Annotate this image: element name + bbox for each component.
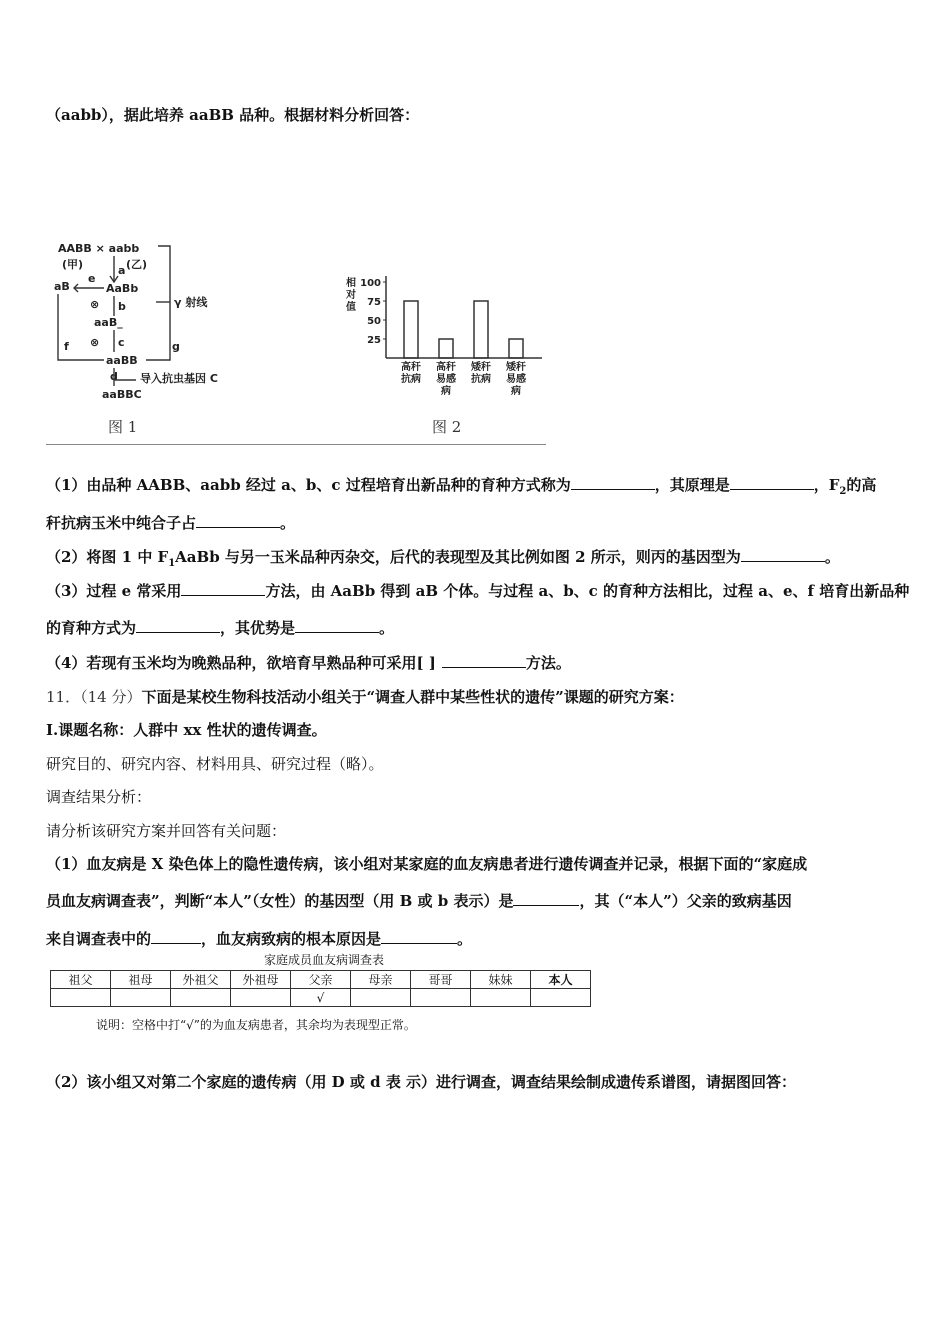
fig1-label-b: b bbox=[118, 300, 126, 313]
table-note: 说明：空格中打“√”的为血友病患者，其余均为表现型正常。 bbox=[96, 1018, 416, 1032]
fig2-category-label: 易感 bbox=[506, 374, 526, 385]
fig2-ylabel-1: 相 bbox=[346, 278, 356, 289]
fig1-label-e: e bbox=[88, 272, 96, 285]
fig2-bar bbox=[509, 339, 523, 358]
q11-title: I.课题名称：人群中 xx 性状的遗传调查。 bbox=[46, 721, 327, 739]
fig2-category-label: 矮秆 bbox=[471, 362, 491, 373]
fig2-y-tick-label: 25 bbox=[367, 335, 381, 346]
fig2-chart bbox=[360, 276, 542, 397]
figure-svg bbox=[46, 236, 546, 446]
fig1-aaBBC: aaBBC bbox=[102, 388, 142, 401]
table-header-cell: 本人 bbox=[531, 971, 591, 989]
fig1-aaBB: aaBB bbox=[106, 354, 138, 367]
table-header-cell: 外祖母 bbox=[231, 971, 291, 989]
fig2-bar bbox=[404, 301, 418, 358]
q10-part3-line1: （3）过程 e 常采用 方法，由 AaBb 得到 aB 个体。与过程 a、b、c 的育种方法相比，过程 a、e、f 培育出新品种 bbox=[46, 582, 910, 600]
q10-part2: （2）将图 1 中 $F_1AaBb$ 与另一玉米品种丙杂交，后代的表现型及其比例如图 2 所示，则丙的基因型为 。 bbox=[46, 548, 840, 569]
fig2-y-tick-label: 50 bbox=[367, 316, 381, 327]
fig1-gene: 导入抗虫基因 C bbox=[140, 372, 218, 385]
fig2-y-tick-label: 75 bbox=[367, 297, 381, 308]
fig2-category-label: 矮秆 bbox=[506, 362, 526, 373]
fig2-bar bbox=[439, 339, 453, 358]
fig1-label-a: a bbox=[118, 264, 126, 277]
fig1-cross: AABB × aabb bbox=[58, 242, 140, 255]
table-cell bbox=[51, 989, 111, 1007]
table-cell bbox=[531, 989, 591, 1007]
table-header-cell: 祖母 bbox=[111, 971, 171, 989]
fig1-label-g: g bbox=[172, 340, 180, 353]
q10-part1-line2: 秆抗病玉米中纯合子占 。 bbox=[46, 514, 296, 532]
fig1-label-d: d bbox=[110, 370, 118, 383]
fig2-category-label: 抗病 bbox=[471, 374, 491, 385]
table-header-cell: 祖父 bbox=[51, 971, 111, 989]
fig1-self1: ⊗ bbox=[90, 298, 100, 311]
table-row bbox=[51, 989, 591, 1007]
table-header-cell: 妹妹 bbox=[471, 971, 531, 989]
fig1-yi: (乙) bbox=[126, 258, 148, 271]
q11-header: 11．（14 分）下面是某校生物科技活动小组关于“调查人群中某些性状的遗传”课题的研究方案： bbox=[46, 688, 684, 706]
table-cell bbox=[411, 989, 471, 1007]
figure-area bbox=[46, 236, 546, 446]
table-cell bbox=[471, 989, 531, 1007]
table-header-cell: 哥哥 bbox=[411, 971, 471, 989]
table-cell bbox=[111, 989, 171, 1007]
fig2-category-label: 病 bbox=[511, 386, 521, 397]
fig2-category-label: 抗病 bbox=[401, 374, 421, 385]
fig2-category-label: 易感 bbox=[436, 374, 456, 385]
table-cell: √ bbox=[291, 989, 351, 1007]
table-cell bbox=[231, 989, 291, 1007]
fig1-caption: 图 1 bbox=[108, 418, 138, 436]
fig2-caption: 图 2 bbox=[432, 418, 462, 436]
table-header-cell: 父亲 bbox=[291, 971, 351, 989]
q11-part1-line1: （1）血友病是 X 染色体上的隐性遗传病，该小组对某家庭的血友病患者进行遗传调查并记录，根据下面的“家庭成 bbox=[46, 855, 808, 873]
fig2-category-label: 高秆 bbox=[401, 362, 421, 373]
table-cell bbox=[351, 989, 411, 1007]
q11-purpose: 研究目的、研究内容、材料用具、研究过程（略）。 bbox=[46, 755, 384, 773]
fig1-label-f: f bbox=[64, 340, 69, 353]
fig1-gamma: γ 射线 bbox=[174, 296, 208, 309]
question-number: 11．（14 分） bbox=[46, 688, 142, 706]
fig2-y-tick-label: 100 bbox=[360, 278, 381, 289]
fig1-aB: aB bbox=[54, 280, 70, 293]
table-cell bbox=[171, 989, 231, 1007]
fig2-ylabel-3: 值 bbox=[346, 302, 356, 313]
q10-part1-line1: （1）由品种 AABB、aabb 经过 a、b、c 过程培育出新品种的育种方式称为 ，其原理是 ，$F_2$的高 bbox=[46, 476, 877, 497]
q11-ask: 请分析该研究方案并回答有关问题： bbox=[46, 822, 287, 840]
fig1-aaB: aaB_ bbox=[94, 316, 123, 329]
intro-text: （aabb），据此培养 aaBB 品种。根据材料分析回答： bbox=[46, 106, 420, 124]
q11-part2: （2）该小组又对第二个家庭的遗传病（用 D 或 d 表 示）进行调查，调查结果绘制成遗传系谱图，请据图回答： bbox=[46, 1073, 797, 1091]
table-header-cell: 母亲 bbox=[351, 971, 411, 989]
fig2-category-label: 高秆 bbox=[436, 362, 456, 373]
q10-part3-line2: 的育种方式为 ，其优势是 。 bbox=[46, 619, 395, 637]
q11-part1-line3: 来自调查表中的 ，血友病致病的根本原因是 。 bbox=[46, 930, 473, 948]
fig1-self2: ⊗ bbox=[90, 336, 100, 349]
fig1-jia: (甲) bbox=[62, 258, 84, 271]
family-survey-table bbox=[50, 970, 591, 1007]
fig2-bar bbox=[474, 301, 488, 358]
table-header-row bbox=[51, 971, 591, 989]
fig1-label-c: c bbox=[118, 336, 125, 349]
figure-divider bbox=[46, 444, 546, 445]
table-header-cell: 外祖父 bbox=[171, 971, 231, 989]
q10-part4: （4）若现有玉米均为晚熟品种，欲培育早熟品种可采用[ ] 方法。 bbox=[46, 654, 571, 672]
fig2-ylabel-2: 对 bbox=[346, 290, 356, 301]
fig1-AaBb: AaBb bbox=[106, 282, 139, 295]
table-title: 家庭成员血友病调查表 bbox=[264, 953, 385, 967]
q11-part1-line2: 员血友病调查表”，判断“本人”（女性）的基因型（用 B 或 b 表示）是 ，其（“本人”）父亲的致病基因 bbox=[46, 892, 792, 910]
q11-result: 调查结果分析： bbox=[46, 788, 152, 806]
fig2-category-label: 病 bbox=[441, 386, 451, 397]
